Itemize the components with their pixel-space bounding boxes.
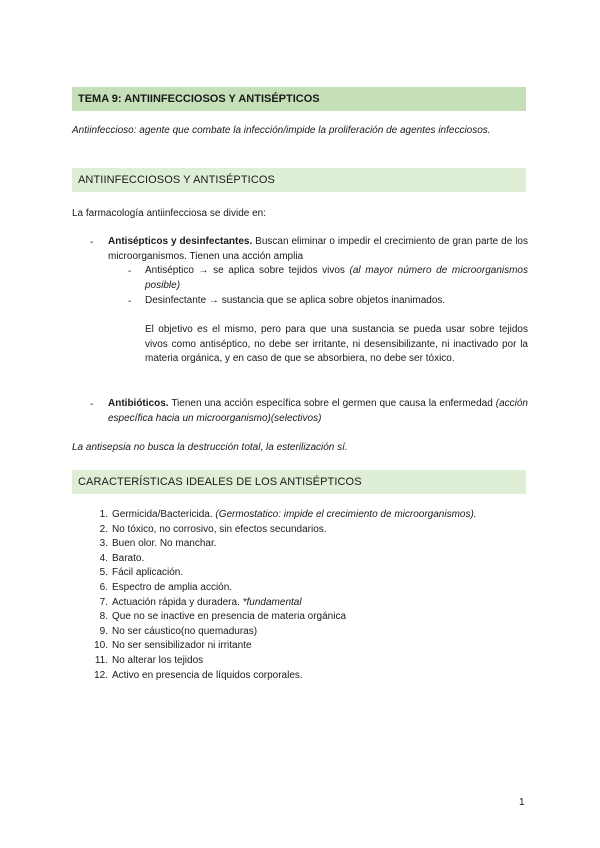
document-title: TEMA 9: ANTIINFECCIOSOS Y ANTISÉPTICOS	[78, 93, 320, 105]
list-item-antibioticos	[108, 397, 528, 426]
section-heading-bar	[72, 470, 526, 494]
section-heading-bar	[72, 168, 526, 192]
bullet-dash: -	[90, 237, 94, 248]
section-heading-antiinfecciosos: ANTIINFECCIOSOS Y ANTISÉPTICOS	[78, 174, 275, 186]
document-title-bar	[72, 87, 526, 111]
objective-note: El objetivo es el mismo, pero para que una sustancia se pueda usar sobre tejidos vivos como antiséptico, no debe ser irritante, ni desensibilizante, ni inactivado por la materia orgánica, y en caso de que se absorbiera, no debe ser tóxico.	[145, 324, 528, 364]
sub-bullet-dash: -	[128, 266, 132, 277]
sub-item-antiseptico-note: (al mayor número de microorganismos posible)	[145, 265, 528, 291]
closing-note: La antisepsia no busca la destrucción total, la esterilización sí.	[72, 442, 348, 453]
item-antisepticos-term: Antisépticos y desinfectantes.	[108, 236, 253, 247]
page-number: 1	[519, 797, 525, 808]
item-antibioticos-note: (acción específica hacia un microorganismo)(selectivos)	[108, 398, 528, 424]
list-item: 1. Germicida/Bactericida. (Germostatico: impide el crecimiento de microorganismos).	[99, 509, 477, 520]
section-heading-caracteristicas: CARACTERÍSTICAS IDEALES DE LOS ANTISÉPTICOS	[78, 476, 362, 488]
list-item: 3. Buen olor. No manchar.	[99, 538, 217, 550]
list-item: 7. Actuación rápida y duradera. *fundamental	[99, 596, 302, 608]
characteristics-list	[88, 508, 477, 683]
intro-text: La farmacología antiinfecciosa se divide en:	[72, 208, 267, 219]
item-antisepticos-desc: Buscan eliminar o impedir el crecimiento de gran parte de los microorganismos. Tienen una acción amplia	[108, 236, 528, 262]
list-item: 11. No alterar los tejidos	[94, 654, 204, 666]
list-item: 5. Fácil aplicación.	[99, 567, 184, 579]
definition-text: Antiinfeccioso: agente que combate la infección/impide la proliferación de agentes infecciosos.	[72, 125, 491, 136]
list-item: 4. Barato.	[99, 552, 145, 564]
list-item: 8. Que no se inactive en presencia de materia orgánica	[99, 611, 347, 623]
list-item: 6. Espectro de amplia acción.	[99, 581, 233, 593]
list-item-antisepticos	[108, 235, 528, 264]
item-antibioticos-desc: Tienen una acción específica sobre el germen que causa la enfermedad	[168, 398, 496, 409]
list-item: 12. Activo en presencia de líquidos corporales.	[94, 669, 303, 681]
item-antibioticos-term: Antibióticos.	[108, 398, 169, 409]
sub-bullet-dash: -	[128, 296, 132, 307]
sub-item-antiseptico	[145, 264, 528, 293]
list-item: 10. No ser sensibilizador ni irritante	[94, 640, 252, 652]
list-item: 2. No tóxico, no corrosivo, sin efectos secundarios.	[99, 523, 327, 535]
bullet-dash: -	[90, 399, 94, 410]
sub-item-antiseptico-text: Antiséptico → se aplica sobre tejidos vivos	[145, 265, 350, 276]
list-item: 9. No ser cáustico(no quemaduras)	[99, 625, 258, 637]
sub-item-desinfectante: Desinfectante → sustancia que se aplica sobre objetos inanimados.	[145, 295, 446, 306]
